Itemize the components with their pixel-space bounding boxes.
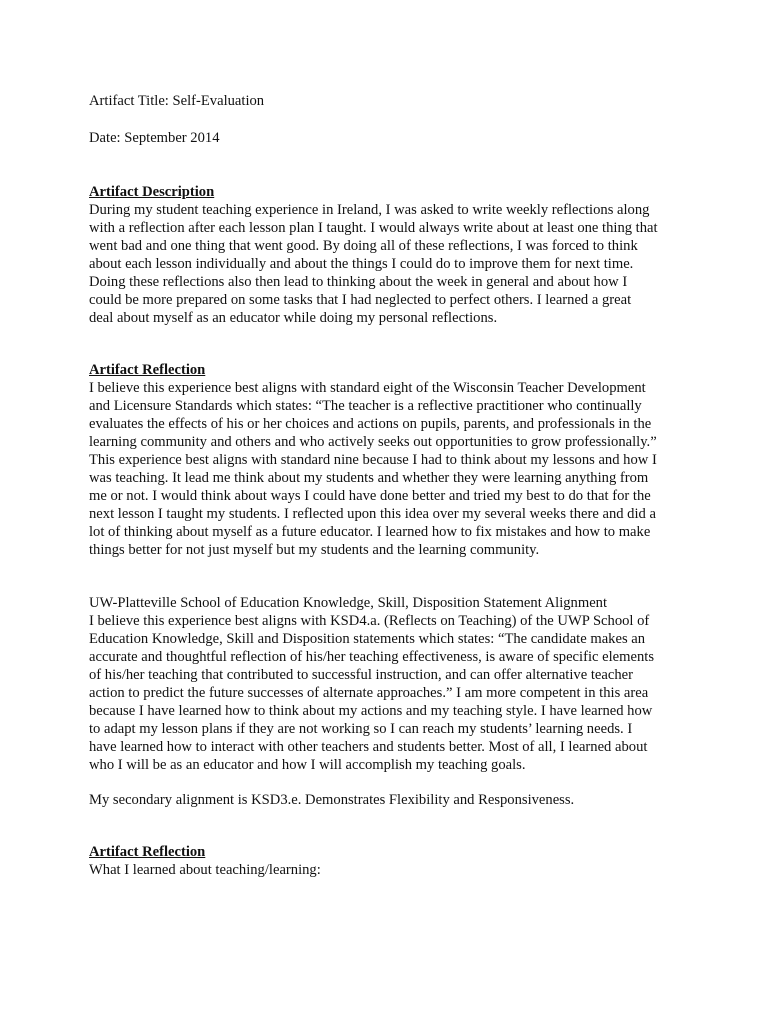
uwp-line: Education Knowledge, Skill and Disposition statements which states: “The candidate makes an — [89, 631, 646, 648]
reflection-line: This experience best aligns with standard nine because I had to think about my lessons and how I — [89, 452, 657, 469]
artifact-reflection-heading: Artifact Reflection — [89, 362, 206, 378]
artifact-description-section — [89, 183, 658, 327]
artifact-description-body — [89, 201, 658, 327]
reflection-line: lot of thinking about myself as a future educator. I learned how to fix mistakes and how to make — [89, 524, 651, 541]
description-line: could be more prepared on some tasks that I had neglected to perfect others. I learned a great — [89, 292, 632, 309]
artifact-reflection-2-section — [89, 843, 321, 879]
uwp-line: to adapt my lesson plans if they are not working so I can reach my students’ learning needs. I — [89, 721, 633, 738]
uwp-alignment-body — [89, 612, 654, 774]
artifact-description-heading: Artifact Description — [89, 184, 215, 200]
uwp-line: accurate and thoughtful reflection of his/her teaching effectiveness, is aware of specific elements — [89, 649, 654, 666]
reflection-line: was teaching. It lead me think about my students and whether they were learning anything from — [89, 470, 649, 487]
uwp-line: who I will be as an educator and how I will accomplish my teaching goals. — [89, 757, 526, 774]
artifact-title: Artifact Title: Self-Evaluation — [89, 93, 265, 109]
description-line: about each lesson individually and about the things I could do to improve them for next time. — [89, 256, 634, 273]
reflection-line: I believe this experience best aligns with standard eight of the Wisconsin Teacher Development — [89, 380, 646, 397]
description-line: Doing these reflections also then lead to thinking about the week in general and about how I — [89, 274, 628, 291]
uwp-alignment-section — [89, 594, 654, 774]
description-line: deal about myself as an educator while doing my personal reflections. — [89, 310, 498, 327]
artifact-date: Date: September 2014 — [89, 130, 220, 146]
reflection-line: things better for not just myself but my students and the learning community. — [89, 542, 540, 559]
reflection-line: and Licensure Standards which states: “The teacher is a reflective practitioner who continually — [89, 398, 642, 415]
artifact-reflection-body — [89, 379, 657, 559]
artifact-reflection-section — [89, 361, 657, 560]
description-line: During my student teaching experience in Ireland, I was asked to write weekly reflections along — [89, 202, 650, 219]
uwp-line: have learned how to interact with other teachers and students better. Most of all, I learned about — [89, 739, 648, 756]
reflection-line: learning community and others and who actively seeks out opportunities to grow professionally.” — [89, 434, 657, 451]
artifact-reflection-2-heading: Artifact Reflection — [89, 844, 206, 860]
uwp-line: I believe this experience best aligns with KSD4.a. (Reflects on Teaching) of the UWP School of — [89, 613, 650, 630]
reflection-line: evaluates the effects of his or her choices and actions on pupils, parents, and professionals in the — [89, 416, 652, 433]
secondary-alignment: My secondary alignment is KSD3.e. Demonstrates Flexibility and Responsiveness. — [89, 792, 575, 808]
description-line: went bad and one thing that went good. By doing all of these reflections, I was forced to think — [89, 238, 638, 255]
artifact-reflection-2-body — [89, 861, 321, 879]
uwp-alignment-heading: UW-Platteville School of Education Knowledge, Skill, Disposition Statement Alignment — [89, 595, 608, 611]
reflection-line: next lesson I taught my students. I reflected upon this idea over my several weeks there and did a — [89, 506, 656, 523]
uwp-line: action to predict the future successes of alternate approaches.” I am more competent in this area — [89, 685, 649, 702]
uwp-line: because I have learned how to think about my actions and my teaching style. I have learned how — [89, 703, 653, 720]
description-line: with a reflection after each lesson plan I taught. I would always write about at least one thing that — [89, 220, 658, 237]
reflection-2-line: What I learned about teaching/learning: — [89, 862, 321, 879]
reflection-line: me or not. I would think about ways I could have done better and tried my best to do that for the — [89, 488, 651, 505]
uwp-line: of his/her teaching that contributed to successful instruction, and can offer alternative teacher — [89, 667, 633, 684]
